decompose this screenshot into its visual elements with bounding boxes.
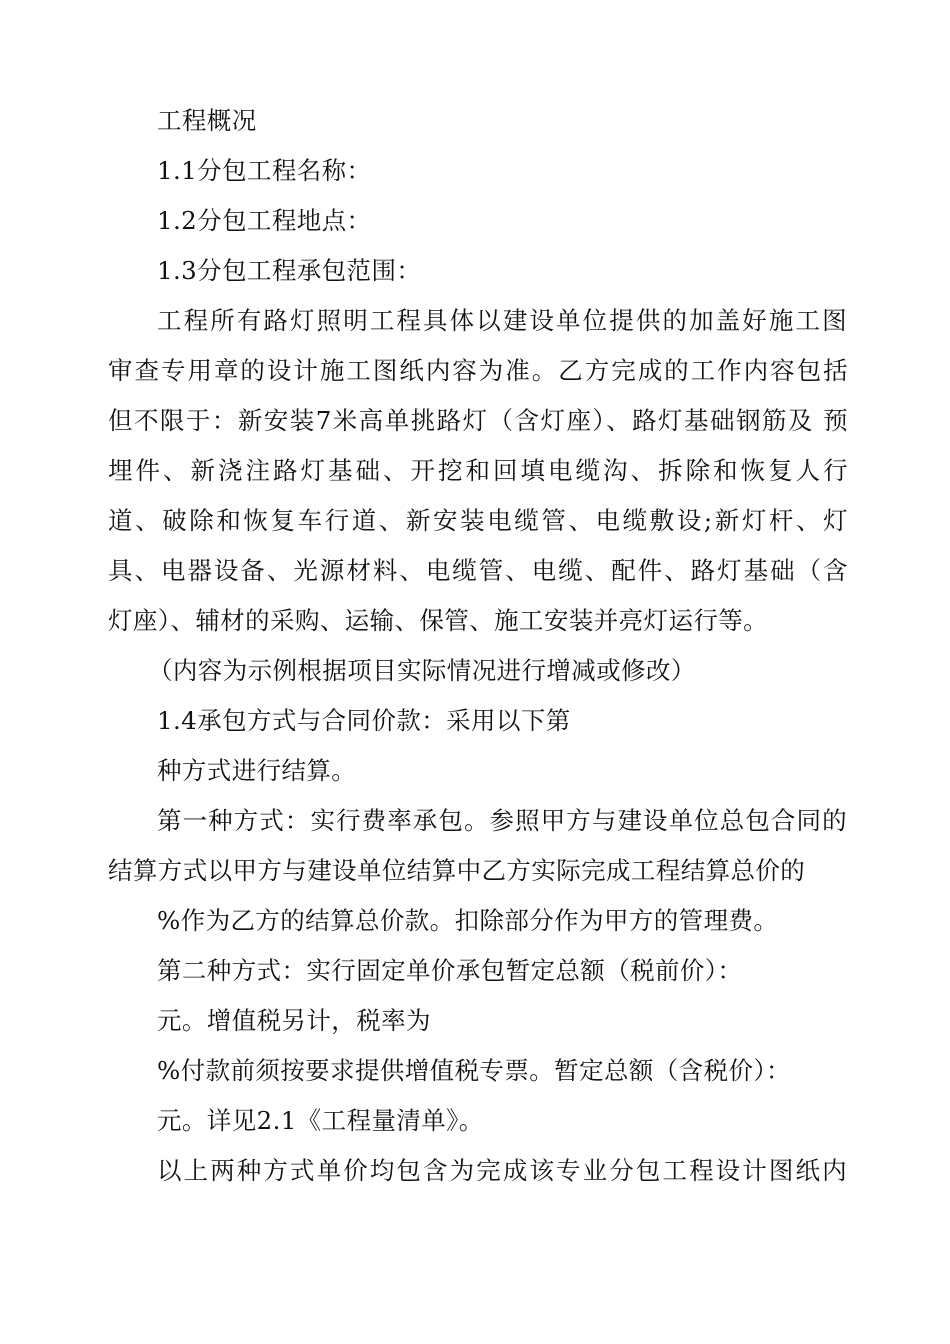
method-two-line: 第二种方式：实行固定单价承包暂定总额（税前价）： <box>157 956 743 985</box>
method-two-line: %付款前须按要求提供增值税专票。暂定总额（含税价）： <box>157 1056 791 1085</box>
section-heading: 工程概况 <box>157 106 257 135</box>
method-two-line: 元。详见2.1《工程量清单》。 <box>157 1106 484 1135</box>
scope-line: 但不限于：新安装7米高单挑路灯（含灯座）、路灯基础钢筋及 预 <box>108 406 848 435</box>
scope-note: （内容为示例根据项目实际情况进行增减或修改） <box>148 656 696 685</box>
method-one-line: %作为乙方的结算总价款。扣除部分作为甲方的管理费。 <box>157 906 779 935</box>
item-1-2: 1.2分包工程地点： <box>157 206 372 235</box>
scope-line: 灯座）、辅材的采购、运输、保管、施工安装并亮灯运行等。 <box>108 606 769 635</box>
scope-line: 审查专用章的设计施工图纸内容为准。乙方完成的工作内容包括 <box>108 356 848 385</box>
item-1-4: 1.4承包方式与合同价款：采用以下第 <box>157 706 571 735</box>
method-two-line: 元。增值税另计，税率为 <box>157 1006 431 1035</box>
scope-line: 具、电器设备、光源材料、电缆管、电缆、配件、路灯基础（含 <box>108 556 848 585</box>
item-1-1: 1.1分包工程名称： <box>157 156 372 185</box>
scope-line: 道、破除和恢复车行道、新安装电缆管、电缆敷设;新灯杆、灯 <box>108 506 848 535</box>
item-1-3: 1.3分包工程承包范围： <box>157 256 422 285</box>
method-one-line: 结算方式以甲方与建设单位结算中乙方实际完成工程结算总价的 <box>108 856 806 885</box>
method-one-line: 第一种方式：实行费率承包。参照甲方与建设单位总包合同的 <box>157 806 847 835</box>
scope-line: 埋件、新浇注路灯基础、开挖和回填电缆沟、拆除和恢复人行 <box>108 456 848 485</box>
scope-line: 工程所有路灯照明工程具体以建设单位提供的加盖好施工图 <box>157 306 847 335</box>
item-1-4-continuation: 种方式进行结算。 <box>157 756 357 785</box>
closing-line: 以上两种方式单价均包含为完成该专业分包工程设计图纸内 <box>157 1156 847 1185</box>
